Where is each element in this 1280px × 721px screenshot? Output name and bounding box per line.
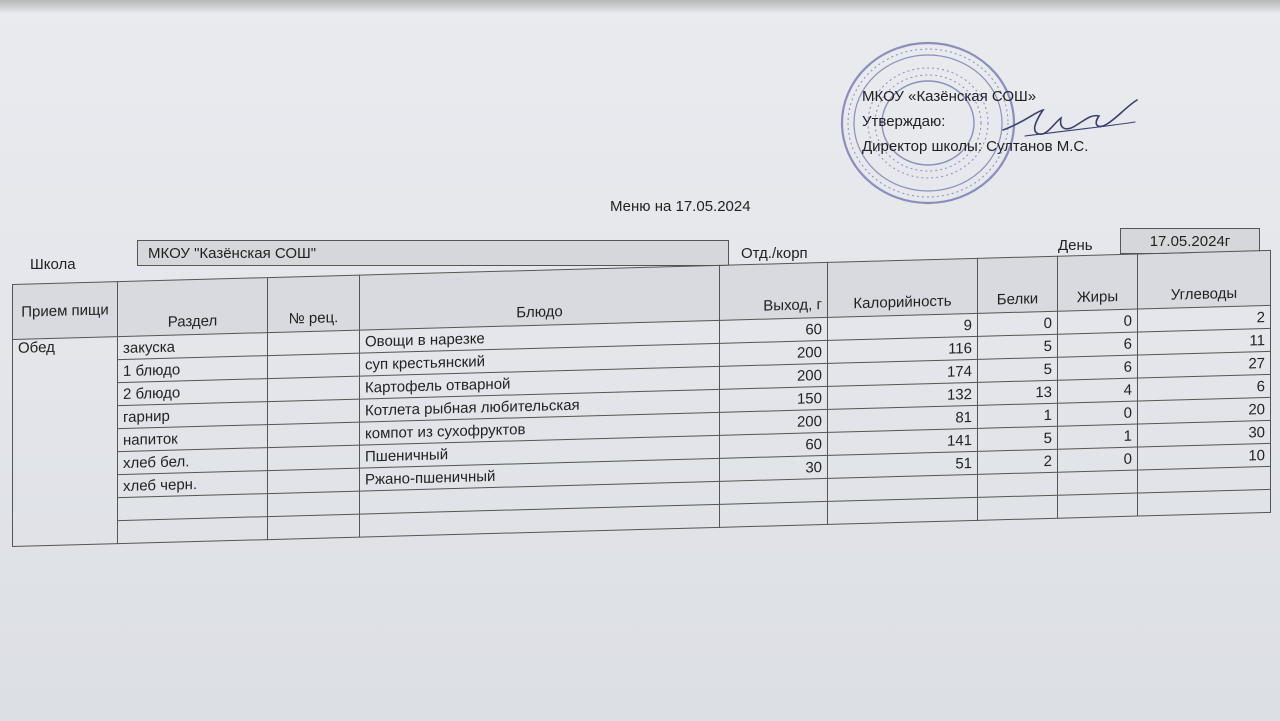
meal-cell: Обед bbox=[13, 337, 118, 547]
recipe-cell bbox=[268, 376, 360, 401]
section-cell: 2 блюдо bbox=[118, 379, 268, 406]
page-edge-shadow bbox=[0, 0, 1280, 14]
carbs-cell: 11 bbox=[1138, 328, 1271, 355]
dish-cell: компот из сухофруктов bbox=[360, 412, 720, 445]
dish-cell: Овощи в нарезке bbox=[360, 320, 720, 353]
empty-cell bbox=[118, 517, 268, 544]
dish-cell: Картофель отварной bbox=[360, 366, 720, 399]
fats-cell: 0 bbox=[1058, 309, 1138, 334]
school-label: Школа bbox=[30, 256, 76, 273]
approval-director: Директор школы: Султанов М.С. bbox=[862, 138, 1089, 155]
empty-cell bbox=[1058, 470, 1138, 495]
recipe-cell bbox=[268, 399, 360, 424]
calories-cell: 132 bbox=[828, 382, 978, 409]
empty-cell bbox=[268, 491, 360, 516]
proteins-cell: 2 bbox=[978, 449, 1058, 474]
approval-block bbox=[862, 84, 1088, 159]
header-carbs: Углеводы bbox=[1138, 250, 1271, 309]
section-cell: закуска bbox=[118, 333, 268, 360]
dish-cell: суп крестьянский bbox=[360, 343, 720, 376]
recipe-cell bbox=[268, 353, 360, 378]
output-cell: 200 bbox=[720, 363, 828, 389]
fats-cell: 0 bbox=[1058, 401, 1138, 426]
output-cell: 150 bbox=[720, 386, 828, 412]
approval-org: МКОУ «Казёнская СОШ» bbox=[862, 88, 1037, 105]
section-cell: хлеб бел. bbox=[118, 448, 268, 475]
empty-cell bbox=[978, 472, 1058, 497]
calories-cell: 51 bbox=[828, 451, 978, 478]
empty-cell bbox=[978, 495, 1058, 520]
recipe-cell bbox=[268, 468, 360, 493]
proteins-cell: 5 bbox=[978, 334, 1058, 359]
empty-cell bbox=[720, 501, 828, 527]
carbs-cell: 27 bbox=[1138, 351, 1271, 378]
approval-approve: Утверждаю: bbox=[862, 113, 946, 130]
calories-cell: 81 bbox=[828, 405, 978, 432]
fats-cell: 6 bbox=[1058, 332, 1138, 357]
carbs-cell: 10 bbox=[1138, 443, 1271, 470]
section-cell: гарнир bbox=[118, 402, 268, 429]
header-meal: Прием пищи bbox=[13, 282, 118, 340]
day-label: День bbox=[1058, 237, 1093, 254]
calories-cell: 141 bbox=[828, 428, 978, 455]
calories-cell: 116 bbox=[828, 336, 978, 363]
carbs-cell: 2 bbox=[1138, 305, 1271, 332]
output-cell: 200 bbox=[720, 409, 828, 435]
header-dish: Блюдо bbox=[360, 265, 720, 330]
header-section: Раздел bbox=[118, 278, 268, 337]
header-proteins: Белки bbox=[978, 256, 1058, 313]
dish-cell: Котлета рыбная любительская bbox=[360, 389, 720, 422]
empty-cell bbox=[1058, 493, 1138, 518]
calories-cell: 9 bbox=[828, 313, 978, 340]
empty-cell bbox=[720, 478, 828, 504]
output-cell: 60 bbox=[720, 432, 828, 458]
header-recipe: № рец. bbox=[268, 275, 360, 332]
header-calories: Калорийность bbox=[828, 258, 978, 317]
proteins-cell: 5 bbox=[978, 426, 1058, 451]
fats-cell: 6 bbox=[1058, 355, 1138, 380]
carbs-cell: 20 bbox=[1138, 397, 1271, 424]
proteins-cell: 13 bbox=[978, 380, 1058, 405]
dish-cell: Пшеничный bbox=[360, 435, 720, 468]
empty-cell bbox=[268, 514, 360, 539]
recipe-cell bbox=[268, 330, 360, 355]
empty-cell bbox=[1138, 489, 1271, 516]
menu-title: Меню на 17.05.2024 bbox=[610, 198, 751, 215]
section-cell: хлеб черн. bbox=[118, 471, 268, 498]
recipe-cell bbox=[268, 445, 360, 470]
menu-table bbox=[12, 250, 1271, 547]
section-cell: 1 блюдо bbox=[118, 356, 268, 383]
section-cell: напиток bbox=[118, 425, 268, 452]
proteins-cell: 1 bbox=[978, 403, 1058, 428]
output-cell: 30 bbox=[720, 455, 828, 481]
school-field: МКОУ "Казёнская СОШ" bbox=[137, 240, 729, 266]
header-output: Выход, г bbox=[720, 262, 828, 320]
dish-cell: Ржано-пшеничный bbox=[360, 458, 720, 491]
calories-cell: 174 bbox=[828, 359, 978, 386]
proteins-cell: 0 bbox=[978, 311, 1058, 336]
recipe-cell bbox=[268, 422, 360, 447]
output-cell: 60 bbox=[720, 317, 828, 343]
fats-cell: 1 bbox=[1058, 424, 1138, 449]
day-field: 17.05.2024г bbox=[1120, 228, 1260, 254]
empty-cell bbox=[828, 497, 978, 524]
department-label: Отд./корп bbox=[741, 245, 808, 262]
fats-cell: 0 bbox=[1058, 447, 1138, 472]
header-fats: Жиры bbox=[1058, 254, 1138, 311]
carbs-cell: 30 bbox=[1138, 420, 1271, 447]
output-cell: 200 bbox=[720, 340, 828, 366]
fats-cell: 4 bbox=[1058, 378, 1138, 403]
carbs-cell: 6 bbox=[1138, 374, 1271, 401]
proteins-cell: 5 bbox=[978, 357, 1058, 382]
